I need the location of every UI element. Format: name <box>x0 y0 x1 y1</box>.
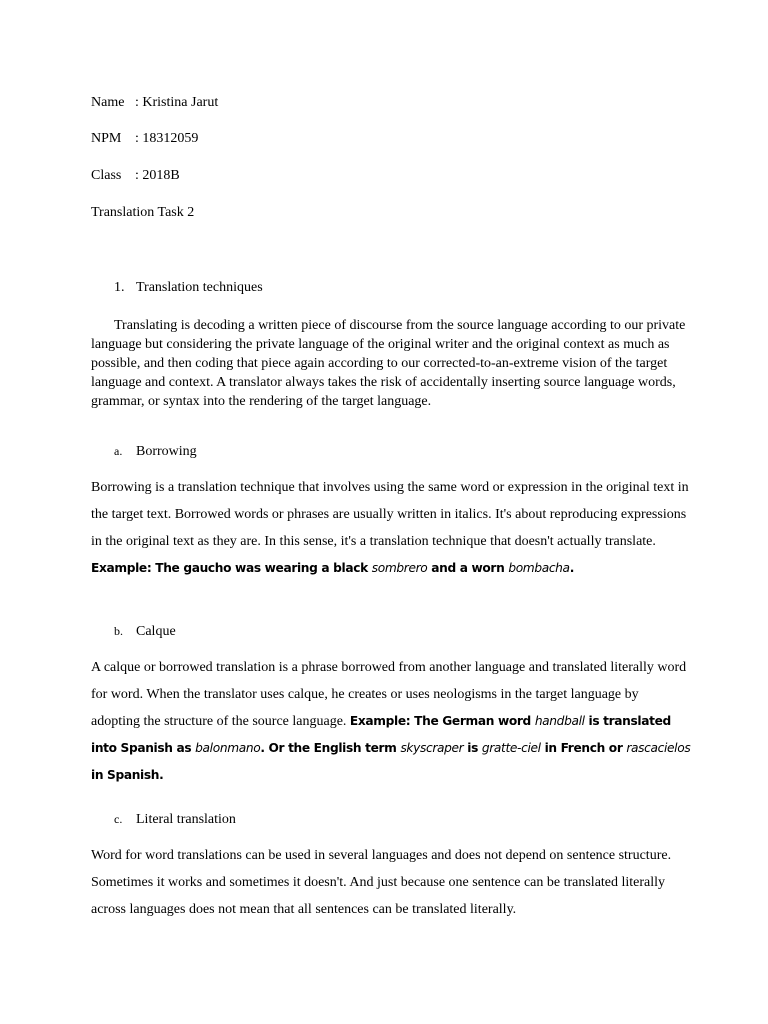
name-row <box>91 95 218 111</box>
npm-value: : 18312059 <box>135 131 199 146</box>
subheading-title: Borrowing <box>136 444 197 459</box>
calque-body: A calque or borrowed translation is a phrase borrowed from another language and translated literally word for word. When the translator uses calque, he creates or uses neologisms in the target language by adopting the structure of the source language. <box>91 660 687 729</box>
subheading-literal <box>114 811 236 828</box>
class-row <box>91 168 180 184</box>
class-label: Class <box>91 168 122 183</box>
calque-paragraph <box>91 654 691 789</box>
npm-row <box>91 131 198 147</box>
calque-example: Example: The German word handball is translated into Spanish as balonmano. Or the English term skyscraper is gratte-ciel in French or rascacielos in Spanish. <box>91 714 691 782</box>
section-number: 1. <box>114 280 125 295</box>
class-value: : 2018B <box>135 168 180 183</box>
borrowing-example: Example: The gaucho was wearing a black sombrero and a worn bombacha. <box>91 561 574 575</box>
subheading-letter: b. <box>114 624 123 638</box>
section-title: Translation techniques <box>136 280 263 295</box>
subheading-letter: a. <box>114 444 123 458</box>
intro-paragraph: Translating is decoding a written piece of discourse from the source language according to our private language but considering the private language of the original writer and the original context as much as possible, and then coding that piece again according to our corrected-to-an-extreme vision of the target language and context. A translator always takes the risk of accidentally inserting source language words, grammar, or syntax into the rendering of the target language. <box>91 318 686 409</box>
name-label: Name <box>91 95 125 110</box>
npm-label: NPM <box>91 131 122 146</box>
subheading-letter: c. <box>114 812 123 826</box>
subheading-title: Calque <box>136 624 176 639</box>
subheading-calque <box>114 623 176 640</box>
borrowing-body: Borrowing is a translation technique that involves using the same word or expression in the original text in the target text. Borrowed words or phrases are usually written in italics. It's about reproducing expressions in the original text as they are. In this sense, it's a translation technique that doesn't actually translate. <box>91 480 689 549</box>
literal-paragraph: Word for word translations can be used in several languages and does not depend on sentence structure. Sometimes it works and sometimes it doesn't. And just because one sentence can be translated literally across languages does not mean that all sentences can be translated literally. <box>91 848 672 917</box>
subheading-title: Literal translation <box>136 812 236 827</box>
section-heading <box>114 280 263 296</box>
name-value: : Kristina Jarut <box>135 95 219 110</box>
subheading-borrowing <box>114 443 197 460</box>
borrowing-paragraph <box>91 474 691 582</box>
task-title: Translation Task 2 <box>91 205 195 220</box>
